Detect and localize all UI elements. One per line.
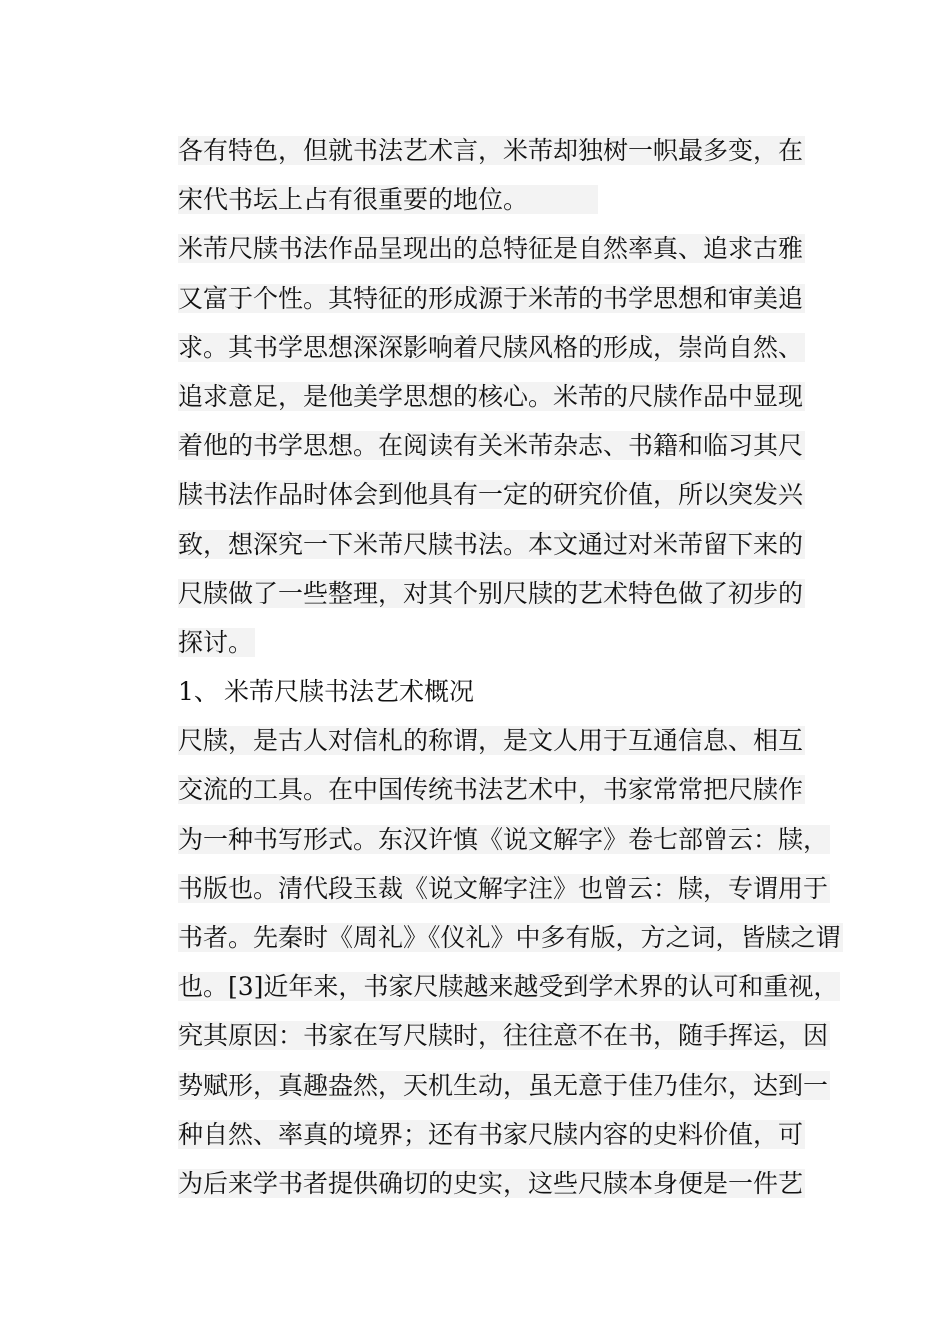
section-heading — [178, 667, 818, 716]
text-line: 究其原因：书家在写尺牍时，往往意不在书，随手挥运，因 — [178, 1021, 829, 1051]
section-title: 米芾尺牍书法艺术概况 — [224, 677, 475, 707]
text-line: 交流的工具。在中国传统书法艺术中，书家常常把尺牍作 — [178, 775, 804, 805]
text-line: 牍书法作品时体会到他具有一定的研究价值，所以突发兴 — [178, 480, 804, 510]
text-line: 着他的书学思想。在阅读有关米芾杂志、书籍和临习其尺 — [178, 431, 804, 461]
text-line: 宋代书坛上占有很重要的地位。 — [178, 175, 818, 224]
text-line: 势赋形，真趣盎然，天机生动，虽无意于佳乃佳尔，达到一 — [178, 1070, 829, 1100]
text-line: 追求意足，是他美学思想的核心。米芾的尺牍作品中显现 — [178, 381, 804, 411]
text-line: 为一种书写形式。东汉许慎《说文解字》卷七部曾云：牍， — [178, 824, 829, 854]
text-line: 种自然、率真的境界；还有书家尺牍内容的史料价值，可 — [178, 1119, 804, 1149]
text-line: 也。[3]近年来，书家尺牍越来越受到学术界的认可和重视， — [178, 972, 839, 1002]
section-number: 1、 — [178, 677, 219, 707]
text-line: 求。其书学思想深深影响着尺牍风格的形成，崇尚自然、 — [178, 332, 804, 362]
text-line: 尺牍做了一些整理，对其个别尺牍的艺术特色做了初步的 — [178, 578, 804, 608]
text-line: 探讨。 — [178, 627, 254, 657]
text-line: 书版也。清代段玉裁《说文解字注》也曾云：牍，专谓用于 — [178, 873, 829, 903]
text-line: 各有特色，但就书法艺术言，米芾却独树一帜最多变，在 — [178, 136, 804, 165]
text-line: 米芾尺牍书法作品呈现出的总特征是自然率真、追求古雅 — [178, 234, 804, 264]
text-line: 尺牍，是古人对信札的称谓，是文人用于互通信息、相互 — [178, 726, 804, 756]
text-line: 致，想深究一下米芾尺牍书法。本文通过对米芾留下来的 — [178, 529, 804, 559]
text-line: 又富于个性。其特征的形成源于米芾的书学思想和审美追 — [178, 283, 804, 313]
text-line: 为后来学书者提供确切的史实，这些尺牍本身便是一件艺 — [178, 1168, 804, 1198]
document-body — [178, 126, 841, 1208]
text-line: 书者。先秦时《周礼》《仪礼》中多有版，方之词，皆牍之谓 — [178, 923, 841, 952]
